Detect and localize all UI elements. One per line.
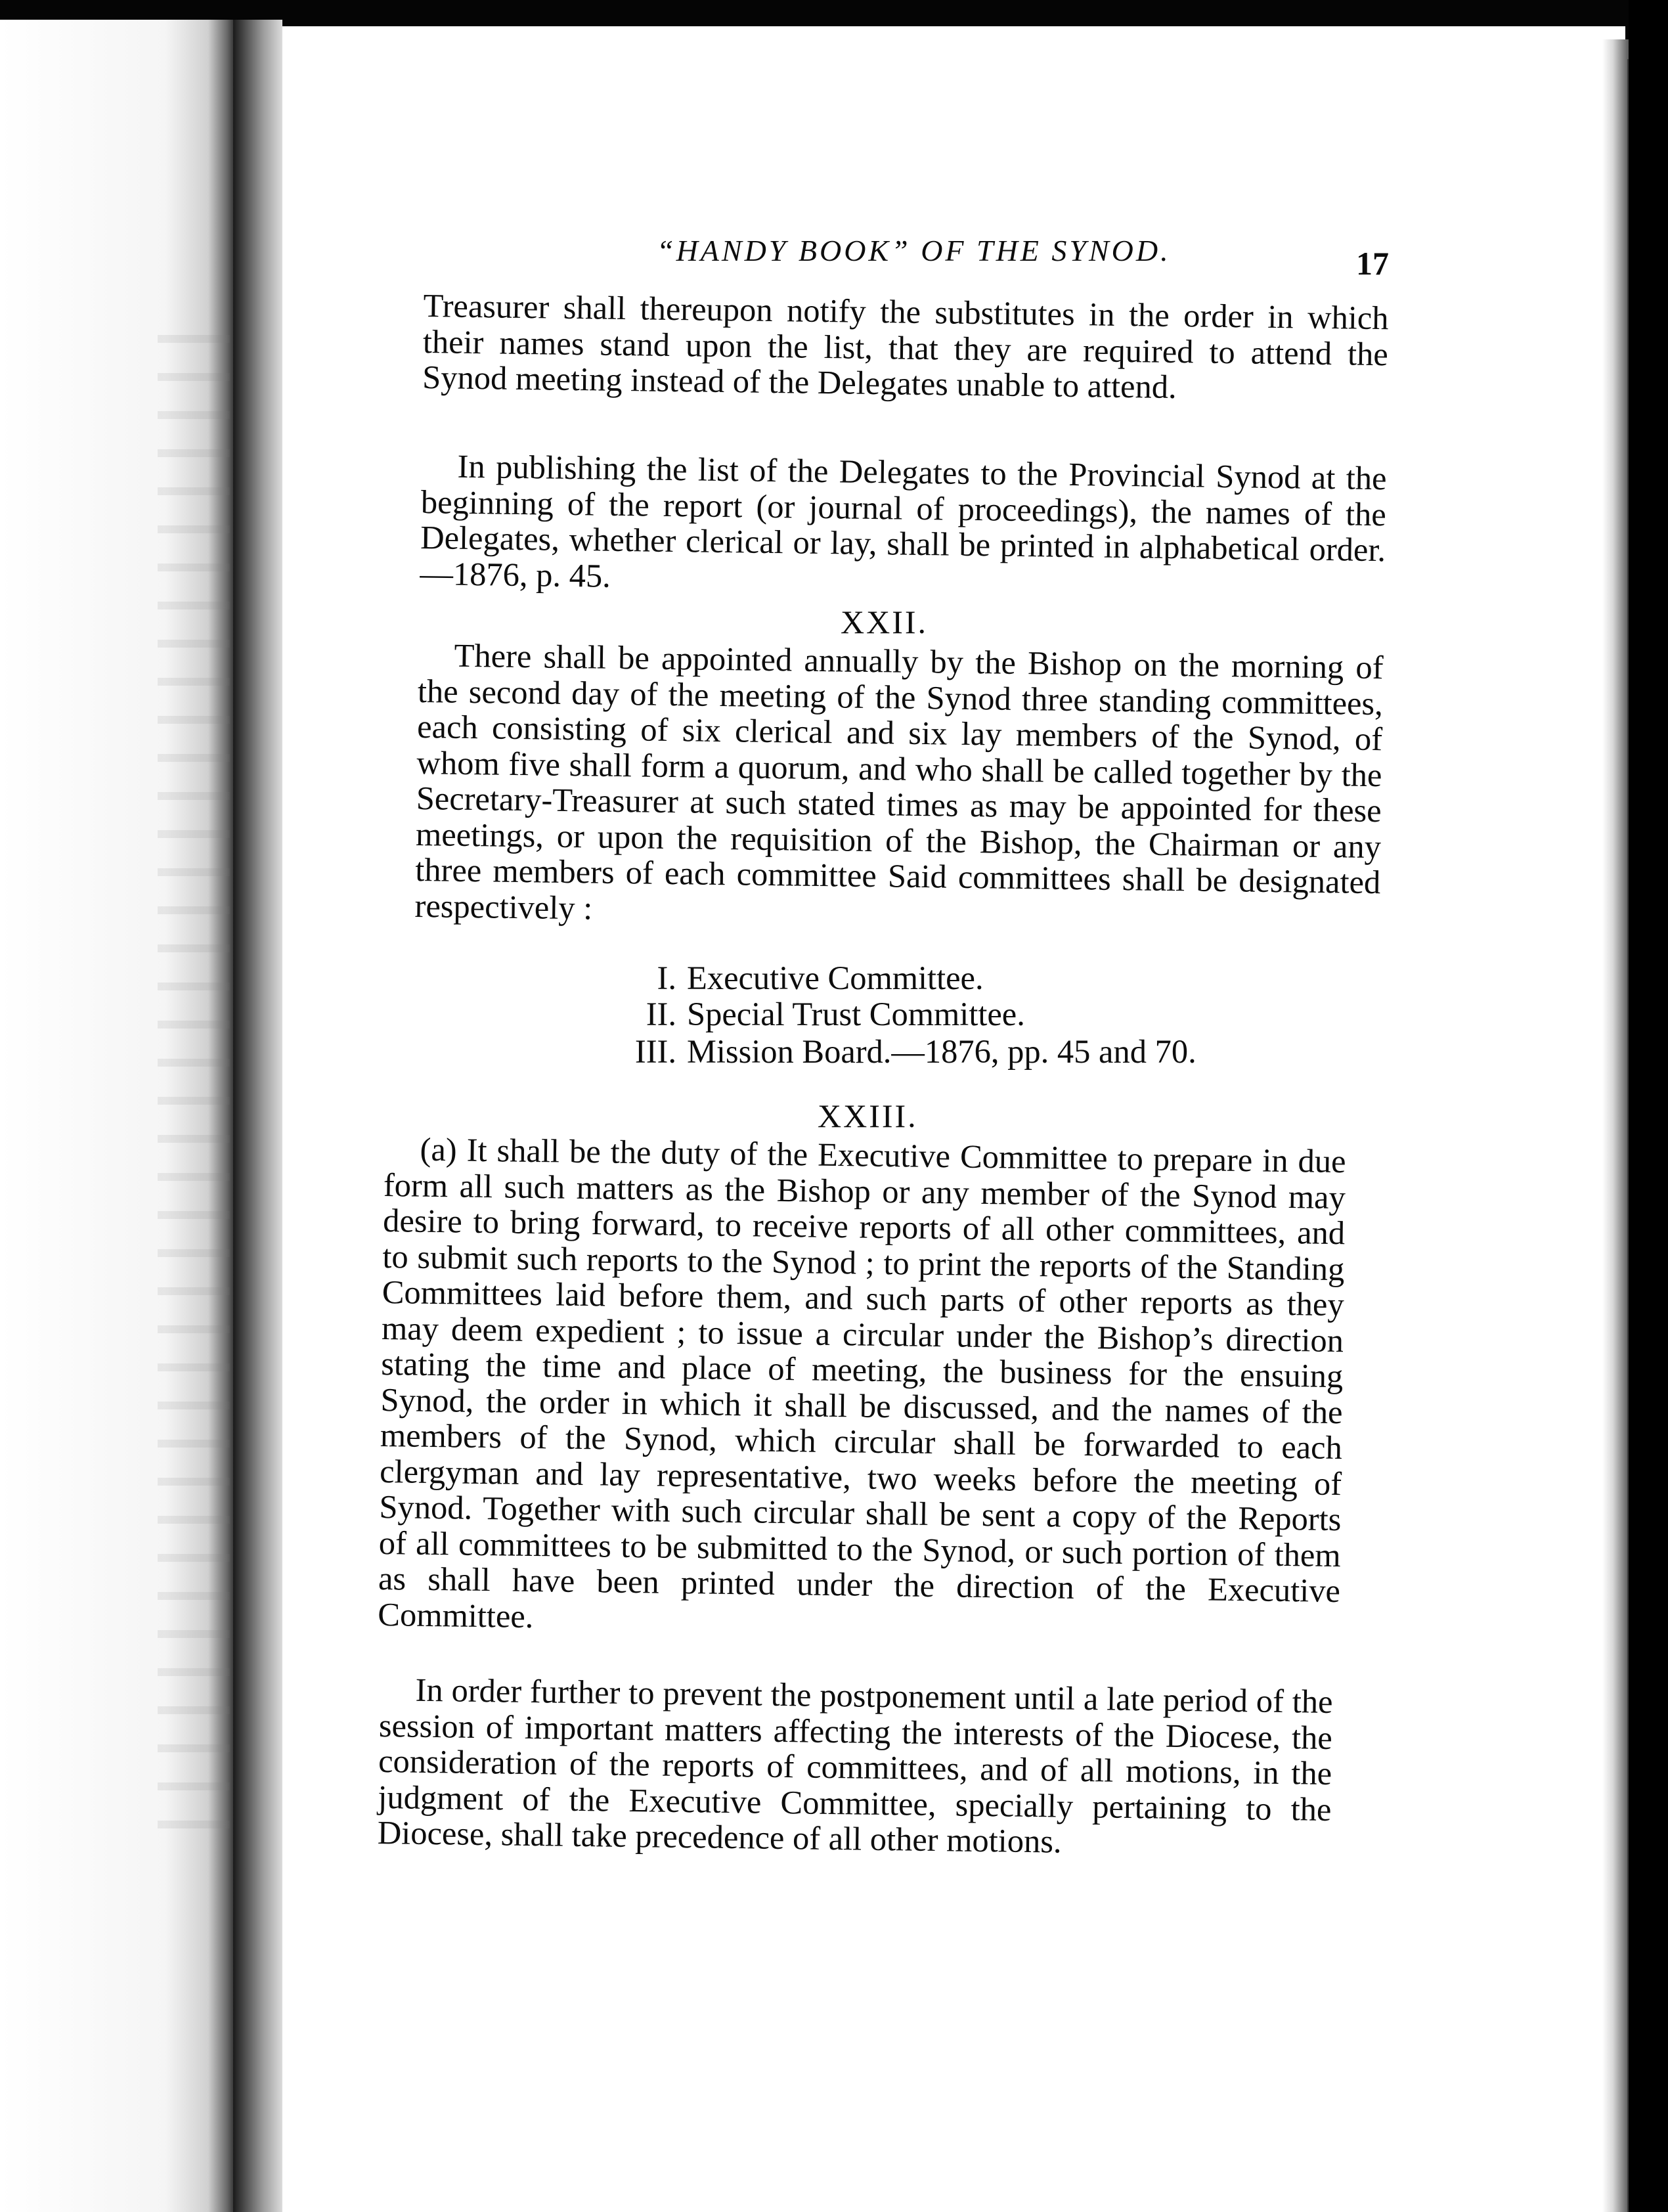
committee-number: I. — [657, 960, 676, 996]
committee-number: III. — [634, 1033, 676, 1070]
section-heading-xxii: XXII. — [841, 604, 929, 640]
paragraph-executive-committee-duty — [378, 1131, 1346, 1645]
paragraph-text: In publishing the list of the Delegates to the Provincial Synod at the beginning of the report (or journal of proceedings), the names of the Delegates, whether clerical or lay, shall be printed in alphabetical order.—1876, p. 45. — [420, 447, 1387, 594]
paragraph-text: There shall be appointed annually by the Bishop on the morning of the second day of the meeting of the Synod three standing committees, each consisting of six clerical and six lay members of the Synod, of whom five shall form a quorum, and who shall be called together by the Secretary-Treasurer at such stated times as may be appointed for these meetings, or upon the requisition of the Bishop, the Chairman or any three members of each committee Said committees shall be designated respectively : — [414, 636, 1384, 927]
committee-item — [604, 959, 984, 997]
book-gutter — [233, 20, 282, 2212]
paragraph-substitutes — [422, 288, 1389, 408]
paragraph-text: In order further to prevent the postponement until a late period of the session of important matters affecting the interests of the Diocese, the consideration of the reports of committees, and of all motions, in the judgment of the Executive Committee, specially pertaining to the Diocese, shall take precedence of all other motions. — [377, 1671, 1333, 1860]
paragraph-text: Treasurer shall thereupon notify the substitutes in the order in which their names stand upon the list, that they are required to attend the Synod meeting instead of the Delegates unable to attend. — [422, 287, 1389, 406]
paragraph-publishing-list — [420, 448, 1387, 604]
scan-right-border — [1629, 0, 1668, 2212]
committee-item — [604, 995, 1025, 1033]
paragraph-precedence — [377, 1671, 1332, 1863]
paragraph-text: (a) It shall be the duty of the Executive Committee to prepare in due form all such matters as the Bishop or any member of the Synod may desire to bring forward, to receive reports of all other committees, and to submit such reports to the Synod ; to print the reports of the Standing Committees laid before them, and such parts of other reports as they may deem expedient ; to issue a circular under the Bishop’s direction stating the time and place of meeting, the business for the ensuing Synod, the order in which it shall be discussed, and the names of the members of the Synod, which circular shall be forwarded to each clergyman and lay representative, two weeks before the meeting of Synod. Together with such circular shall be sent a copy of the Reports of all committees to be submitted to the Synod, or such portion of them as shall have been printed under the direction of the Executive Committee. — [378, 1130, 1346, 1635]
page-number: 17 — [1356, 245, 1389, 282]
page-edge-shadow — [1602, 39, 1629, 2212]
previous-page-strip — [0, 20, 236, 2212]
paragraph-standing-committees — [414, 637, 1384, 936]
committee-label: Special Trust Committee. — [687, 996, 1025, 1032]
committee-item — [604, 1032, 1196, 1071]
committee-label: Mission Board.—1876, pp. 45 and 70. — [687, 1033, 1196, 1070]
section-heading-xxiii: XXIII. — [818, 1097, 918, 1134]
committee-number: II. — [646, 996, 676, 1032]
committee-label: Executive Committee. — [687, 960, 984, 996]
running-head: “HANDY BOOK” OF THE SYNOD. — [657, 234, 1171, 267]
previous-page-ghost-text — [158, 335, 230, 1846]
